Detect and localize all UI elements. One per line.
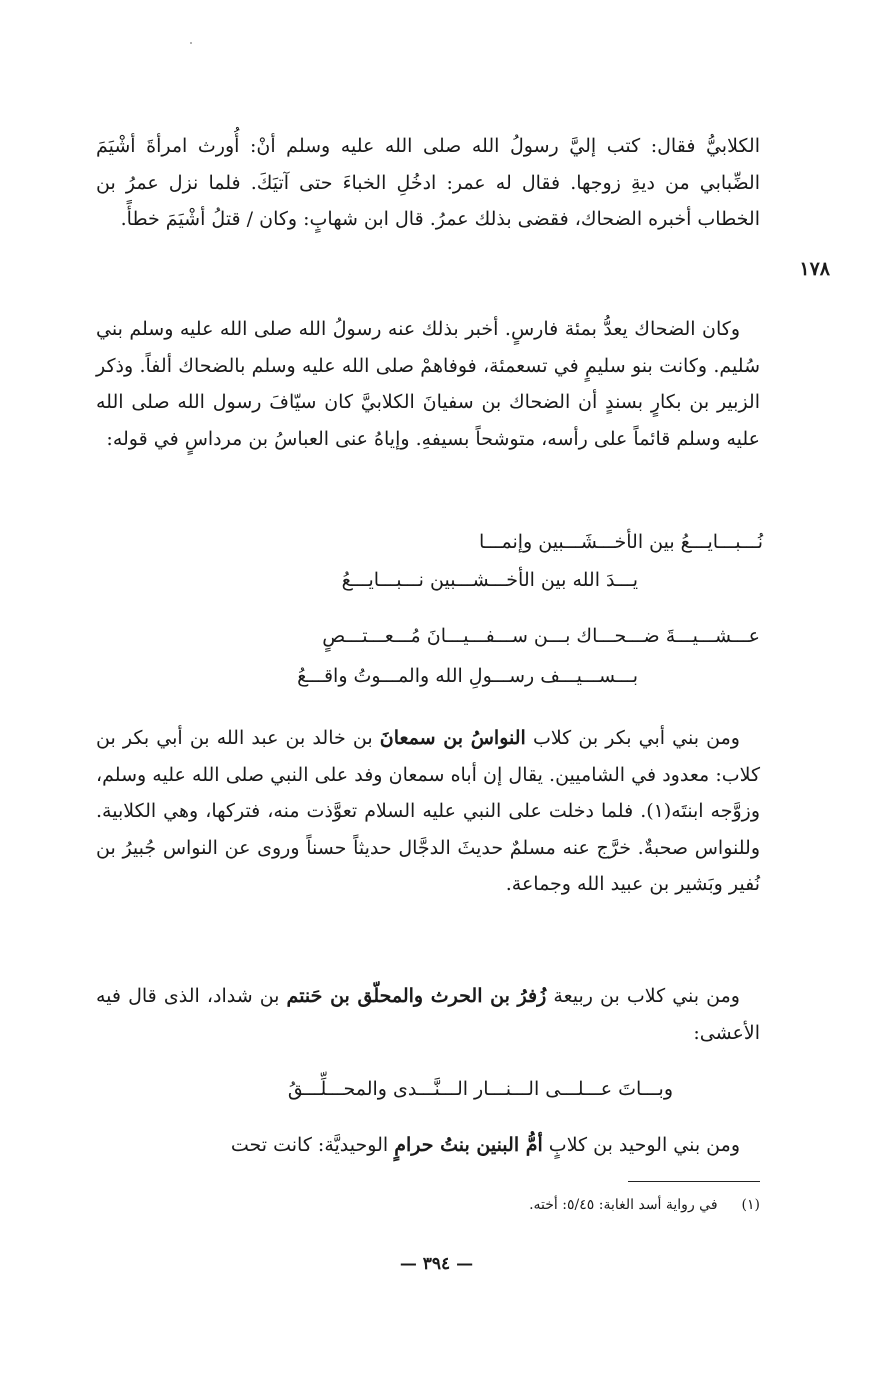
paragraph-4-name: زُفرُ بن الحرث والمحلّق بن حَنتم: [286, 985, 547, 1007]
footnote-divider: [628, 1181, 760, 1182]
scan-speck: [190, 42, 192, 44]
verse-3: وبـــاتَ عـــلـــى الـــنـــار الـــنَّـــدى والمحـــلِّـــقُ: [287, 1078, 673, 1100]
paragraph-3: [96, 720, 760, 903]
paragraph-2-text: وكان الضحاك يعدُّ بمئة فارسٍ. أخبر بذلك عنه رسولُ الله صلى الله عليه وسلم بني سُليم. وكانت بنو سليمٍ في تسعمئة، فوفاهمْ صلى الله عليه وسلم بالضحاك ألفاً. وذكر الزبير بن بكارٍ بسندٍ أن الضحاك بن سفيانَ الكلابيَّ كان سيّافَ رسول الله صلى الله عليه وسلم قائماً على رأسه، متوشحاً بسيفهِ. وإياهُ عنى العباسُ بن مرداسٍ في قوله:: [96, 318, 760, 450]
paragraph-2: [96, 311, 760, 457]
verse-2-second-hemistich: بـــســـيـــف رســـولِ الله والمـــوتُ واقـــعُ: [297, 665, 638, 687]
paragraph-5: [96, 1127, 760, 1164]
footnote-number: (١): [741, 1197, 760, 1213]
footnote: [529, 1193, 760, 1217]
verse-2-first-hemistich: عـــشـــيـــةَ ضـــحـــاك بـــن ســـفـــيـــانَ مُـــعـــتـــصٍ: [322, 625, 760, 647]
paragraph-5-name: أمُّ البنين بنتُ حرامٍ: [394, 1134, 543, 1156]
footnote-text: في رواية أسد الغابة: ٥/٤٥: أخته.: [529, 1197, 718, 1213]
paragraph-5-body: الوحيديَّة: كانت تحت: [230, 1134, 395, 1156]
paragraph-5-lead: ومن بني الوحيد بن كلابٍ: [542, 1134, 740, 1156]
paragraph-3-lead: ومن بني أبي بكر بن كلاب: [525, 727, 740, 749]
paragraph-4: [96, 978, 760, 1051]
paragraph-4-body: بن شداد، الذى قال فيه الأعشى:: [96, 985, 760, 1044]
paragraph-3-body: بن خالد بن عبد الله بن أبي بكر بن كلاب: معدود في الشاميين. يقال إن أباه سمعان وفد على النبي صلى الله عليه وسلم، وزوَّجه ابنتَه(١). فلما دخلت على النبي عليه السلام تعوَّذت منه، فتركها، وهي الكلابية. وللنواس صحبةٌ. خرَّج عنه مسلمٌ حديثَ الدجَّال حديثاً حسناً وروى عن النواس جُبيرُ بن نُفير وبَشير بن عبيد الله وجماعة.: [96, 727, 760, 895]
paragraph-1: [96, 128, 760, 238]
page-number: — ٣٩٤ —: [399, 1254, 474, 1274]
paragraph-1-text: الكلابيُّ فقال: كتب إليَّ رسولُ الله صلى الله عليه وسلم أنْ: أُورث امرأةَ أشْيَمَ الضِّبابي من ديةِ زوجها. فقال له عمر: ادخُلِ الخباءَ حتى آتيَكَ. فلما نزل عمرُ بن الخطاب أخبره الضحاك، فقضى بذلك عمرُ. قال ابن شهابٍ: وكان / قتلُ أشْيَمَ خطأً.: [96, 135, 760, 230]
margin-page-marker: ١٧٨: [799, 258, 830, 280]
verse-1-second-hemistich: يـــدَ الله بين الأخـــشـــبين نـــبـــايـــعُ: [341, 569, 638, 591]
paragraph-4-lead: ومن بني كلاب بن ربيعة: [546, 985, 740, 1007]
verse-1-first-hemistich: نُـــبـــايـــعُ بين الأخـــشَـــبين وإنمـــا: [478, 531, 763, 553]
paragraph-3-name: النواسُ بن سمعانَ: [379, 727, 526, 749]
